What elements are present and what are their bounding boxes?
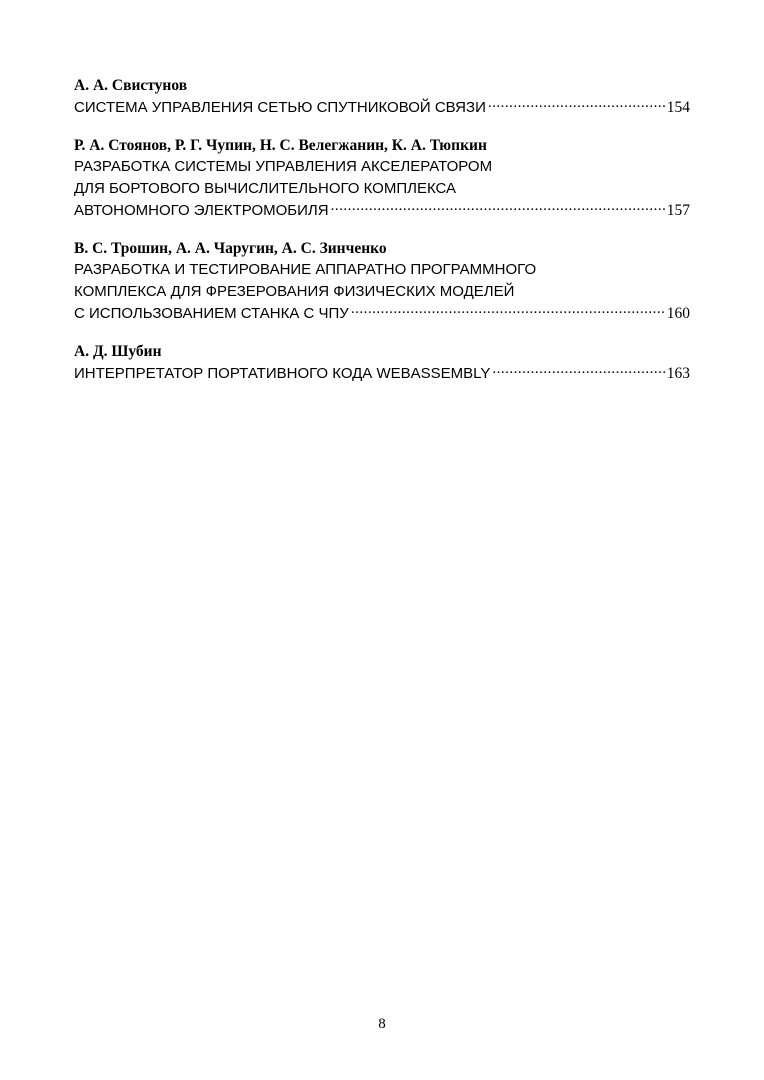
entry-title-text: ИНТЕРПРЕТАТОР ПОРТАТИВНОГО КОДА WEBASSEMBLY (74, 365, 491, 382)
toc-entry (74, 135, 690, 220)
page-number: 8 (378, 1016, 386, 1032)
toc-entry (74, 341, 690, 383)
entry-title-line: КОМПЛЕКСА ДЛЯ ФРЕЗЕРОВАНИЯ ФИЗИЧЕСКИХ МОДЕЛЕЙ (74, 282, 515, 300)
entry-page-number: 157 (666, 202, 690, 219)
entry-page-number: 160 (666, 305, 690, 322)
dot-leader (331, 199, 665, 215)
entry-title-line (74, 302, 690, 323)
toc-entry (74, 75, 690, 117)
entry-title-text: АВТОНОМНОГО ЭЛЕКТРОМОБИЛЯ (74, 202, 329, 219)
entry-authors: А. А. Свистунов (74, 77, 188, 94)
entry-title-line (74, 362, 690, 383)
dot-leader (488, 96, 665, 112)
entry-title-line: РАЗРАБОТКА И ТЕСТИРОВАНИЕ АППАРАТНО ПРОГРАММНОГО (74, 261, 537, 278)
entry-authors: Р. А. Стоянов, Р. Г. Чупин, Н. С. Велегжанин, К. А. Тюпкин (74, 137, 487, 154)
entry-title-text: С ИСПОЛЬЗОВАНИЕМ СТАНКА С ЧПУ (74, 305, 349, 322)
dot-leader (351, 302, 665, 318)
toc-entry (74, 238, 690, 323)
dot-leader (492, 362, 664, 378)
entry-authors: А. Д. Шубин (74, 343, 162, 360)
entry-title-line: ДЛЯ БОРТОВОГО ВЫЧИСЛИТЕЛЬНОГО КОМПЛЕКСА (74, 179, 457, 197)
entry-page-number: 163 (666, 365, 690, 382)
entry-title-line (74, 199, 690, 220)
entry-title-line: РАЗРАБОТКА СИСТЕМЫ УПРАВЛЕНИЯ АКСЕЛЕРАТОРОМ (74, 158, 493, 175)
entry-title-text: СИСТЕМА УПРАВЛЕНИЯ СЕТЬЮ СПУТНИКОВОЙ СВЯЗИ (74, 99, 486, 116)
table-of-contents (74, 75, 690, 401)
entry-page-number: 154 (666, 99, 690, 116)
entry-title-line (74, 96, 690, 117)
entry-authors: В. С. Трошин, А. А. Чаругин, А. С. Зинченко (74, 240, 387, 257)
